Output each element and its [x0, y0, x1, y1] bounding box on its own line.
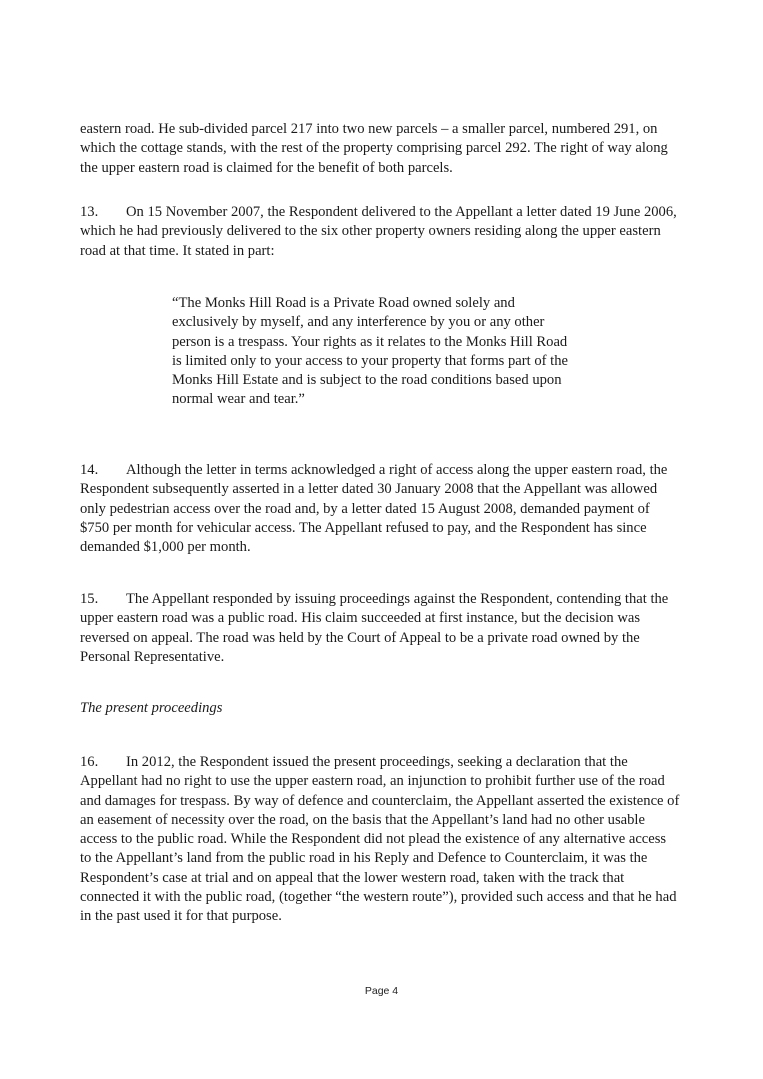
paragraph-16	[80, 753, 680, 927]
paragraph-12-continued	[80, 120, 680, 178]
paragraph-text: Although the letter in terms acknowledged a right of access along the upper eastern road, the Respondent subsequently asserted in a letter dated 30 January 2008 that the Appellant was allowed only pedestrian access over the road and, by a letter dated 15 August 2008, demanded payment of $750 per month for vehicular access. The Appellant refused to pay, and the Respondent has since demanded $1,000 per month.	[80, 462, 668, 556]
section-heading: The present proceedings	[80, 700, 223, 716]
paragraph-number: 14.	[80, 462, 99, 478]
paragraph-text: eastern road. He sub-divided parcel 217 into two new parcels – a smaller parcel, numbered 291, on which the cottage stands, with the rest of the property comprising parcel 292. The right of way along the upper eastern road is claimed for the benefit of both parcels.	[80, 121, 668, 176]
paragraph-14	[80, 461, 680, 557]
paragraph-text: The Appellant responded by issuing proceedings against the Respondent, contending that the upper eastern road was a public road. His claim succeeded at first instance, but the decision was reversed on appeal. The road was held by the Court of Appeal to be a private road owned by the Personal Representative.	[80, 591, 669, 665]
paragraph-text: In 2012, the Respondent issued the present proceedings, seeking a declaration that the Appellant had no right to use the upper eastern road, an injunction to prohibit further use of the road and damages for trespass. By way of defence and counterclaim, the Appellant asserted the existence of an easement of necessity over the road, on the basis that the Appellant’s land had no other usable access to the public road. While the Respondent did not plead the existence of any alternative access to the Appellant’s land from the public road in his Reply and Defence to Counterclaim, it was the Respondent’s case at trial and on appeal that the lower western road, taken with the track that connected it with the public road, (together “the western route”), provided such access and that he had in the past used it for that purpose.	[80, 754, 680, 925]
paragraph-15	[80, 590, 680, 667]
block-quote	[172, 294, 577, 410]
paragraph-number: 16.	[80, 754, 99, 770]
page-number: Page 4	[364, 985, 399, 997]
paragraph-13	[80, 203, 680, 261]
paragraph-number: 13.	[80, 204, 99, 220]
quote-text: “The Monks Hill Road is a Private Road owned solely and exclusively by myself, and any interference by you or any other person is a trespass. Your rights as it relates to the Monks Hill Road is limited only to your access to your property that forms part of the Monks Hill Estate and is subject to the road conditions based upon normal wear and tear.”	[172, 295, 568, 408]
paragraph-text: On 15 November 2007, the Respondent delivered to the Appellant a letter dated 19 June 2006, which he had previously delivered to the six other property owners residing along the upper eastern road at that time. It stated in part:	[80, 204, 677, 259]
paragraph-number: 15.	[80, 591, 99, 607]
